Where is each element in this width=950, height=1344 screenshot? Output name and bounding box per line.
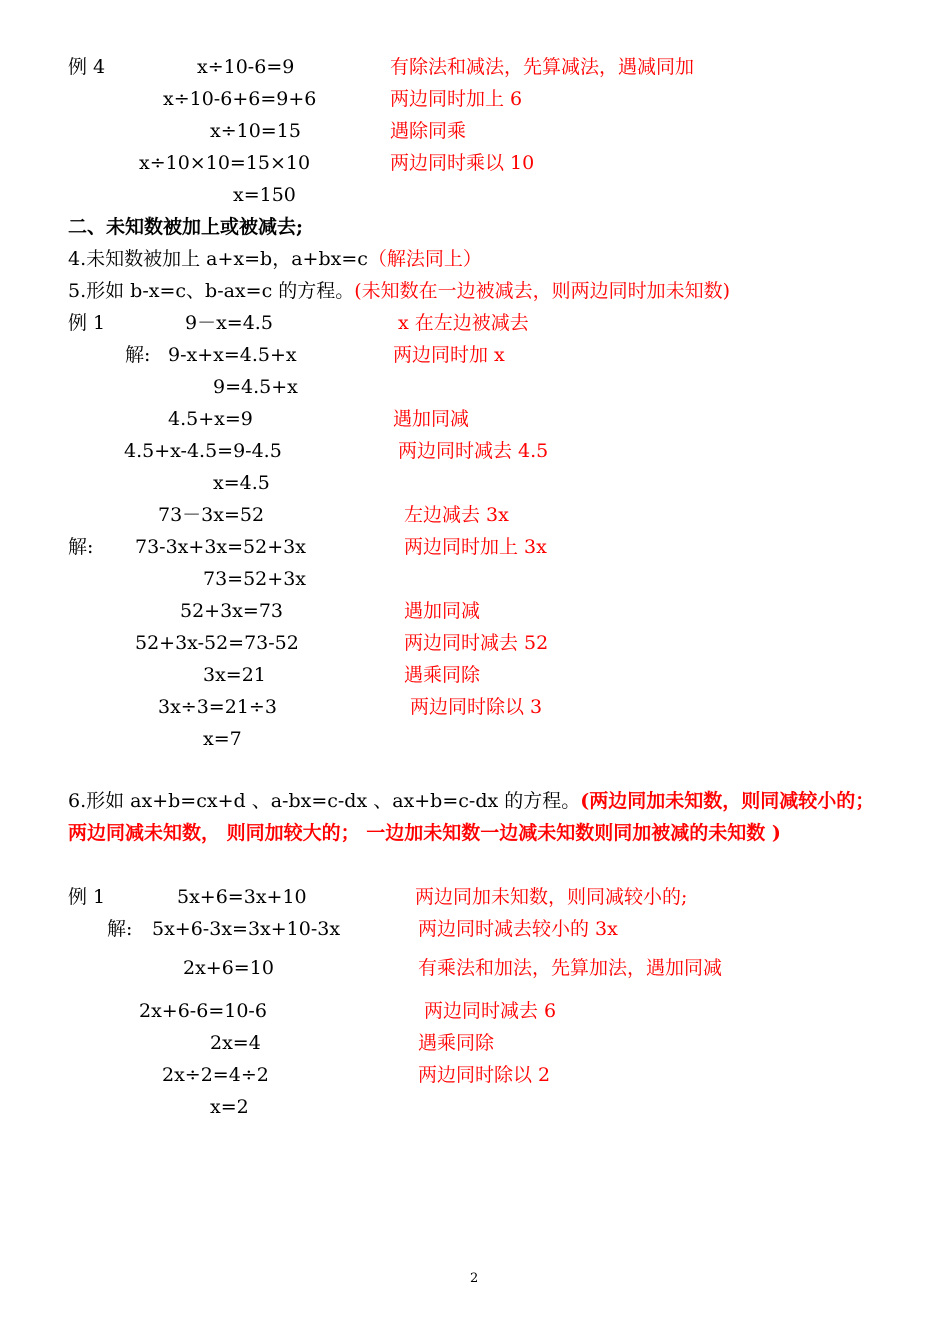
equation-line: 4.5+x=9 [168, 408, 253, 430]
step-note: 有乘法和加法，先算加法，遇加同减 [418, 957, 723, 979]
step-note: 左边减去 3x [404, 504, 509, 526]
step-note: 两边同加未知数，则同减较小的; [415, 886, 688, 908]
step-note: 两边同时乘以 10 [390, 152, 535, 174]
equation-line: 5x+6-3x=3x+10-3x [152, 918, 341, 940]
step-note: 两边同时减去 6 [424, 1000, 557, 1022]
solve-label: 解: [125, 344, 151, 366]
step-note: 遇加同减 [393, 408, 470, 430]
step-note: x 在左边被减去 [398, 312, 529, 334]
solve-label: 解: [68, 536, 94, 558]
step-note: 两边同时减去 4.5 [398, 440, 549, 462]
equation-line: x=4.5 [213, 472, 270, 494]
example-label: 例 4 [68, 56, 106, 78]
example-label: 例 1 [68, 886, 106, 908]
step-note: 两边同时加 x [393, 344, 505, 366]
equation-line: 52+3x-52=73-52 [135, 632, 299, 654]
equation-line: 2x+6-6=10-6 [139, 1000, 267, 1022]
equation-line: 9-x+x=4.5+x [168, 344, 297, 366]
equation-line: x÷10×10=15×10 [139, 152, 311, 174]
step-note: 遇除同乘 [390, 120, 467, 142]
step-note: 两边同时除以 3 [410, 696, 543, 718]
equation-line: 2x+6=10 [183, 957, 274, 979]
equation-line: 5x+6=3x+10 [177, 886, 307, 908]
step-note: 两边同时除以 2 [418, 1064, 551, 1086]
solve-label: 解: [107, 918, 133, 940]
step-note: 两边同时减去较小的 3x [418, 918, 618, 940]
step-note: 遇乘同除 [418, 1032, 495, 1054]
example-label: 例 1 [68, 312, 106, 334]
item-note: (未知数在一边被减去，则两边同时加未知数) [354, 280, 731, 302]
step-note: 遇加同减 [404, 600, 481, 622]
equation-line: x=2 [210, 1096, 249, 1118]
step-note: 两边同时减去 52 [404, 632, 549, 654]
step-note: 遇乘同除 [404, 664, 481, 686]
item-text: 5.形如 b-x=c、b-ax=c 的方程。 [68, 280, 355, 302]
equation-line: 2x÷2=4÷2 [162, 1064, 269, 1086]
equation-line: x=7 [203, 728, 242, 750]
page-number: 2 [470, 1271, 479, 1286]
step-note: 两边同时加上 6 [390, 88, 523, 110]
item-4 [68, 247, 482, 271]
item-5 [68, 279, 730, 303]
equation-line: 52+3x=73 [180, 600, 283, 622]
equation-line: x÷10=15 [210, 120, 301, 142]
equation-line: 73=52+3x [203, 568, 306, 590]
step-note: 有除法和减法，先算减法，遇减同加 [390, 56, 695, 78]
item-text: 6.形如 ax+b=cx+d 、a-bx=c-dx 、ax+b=c-dx 的方程。 [68, 790, 581, 812]
equation-line: 9=4.5+x [213, 376, 298, 398]
item-note: (两边同加未知数，则同减较小的；两边同减未知数， 则同加较大的； 一边加未知数一边减未知数则同加被减的未知数 ) [68, 790, 875, 844]
item-text: 4.未知数被加上 a+x=b，a+bx=c [68, 248, 368, 270]
equation-line: 73－3x=52 [158, 504, 265, 526]
item-note: （解法同上） [367, 248, 482, 270]
item-6 [68, 785, 876, 849]
equation-line: x÷10-6=9 [197, 56, 295, 78]
equation-line: 73-3x+3x=52+3x [135, 536, 306, 558]
equation-line: x÷10-6+6=9+6 [163, 88, 317, 110]
step-note: 两边同时加上 3x [404, 536, 547, 558]
equation-line: 2x=4 [210, 1032, 261, 1054]
equation-line: 9－x=4.5 [185, 312, 273, 334]
equation-line: 3x=21 [203, 664, 266, 686]
equation-line: x=150 [233, 184, 296, 206]
section-heading: 二、未知数被加上或被减去; [68, 216, 304, 238]
equation-line: 4.5+x-4.5=9-4.5 [124, 440, 282, 462]
equation-line: 3x÷3=21÷3 [158, 696, 277, 718]
